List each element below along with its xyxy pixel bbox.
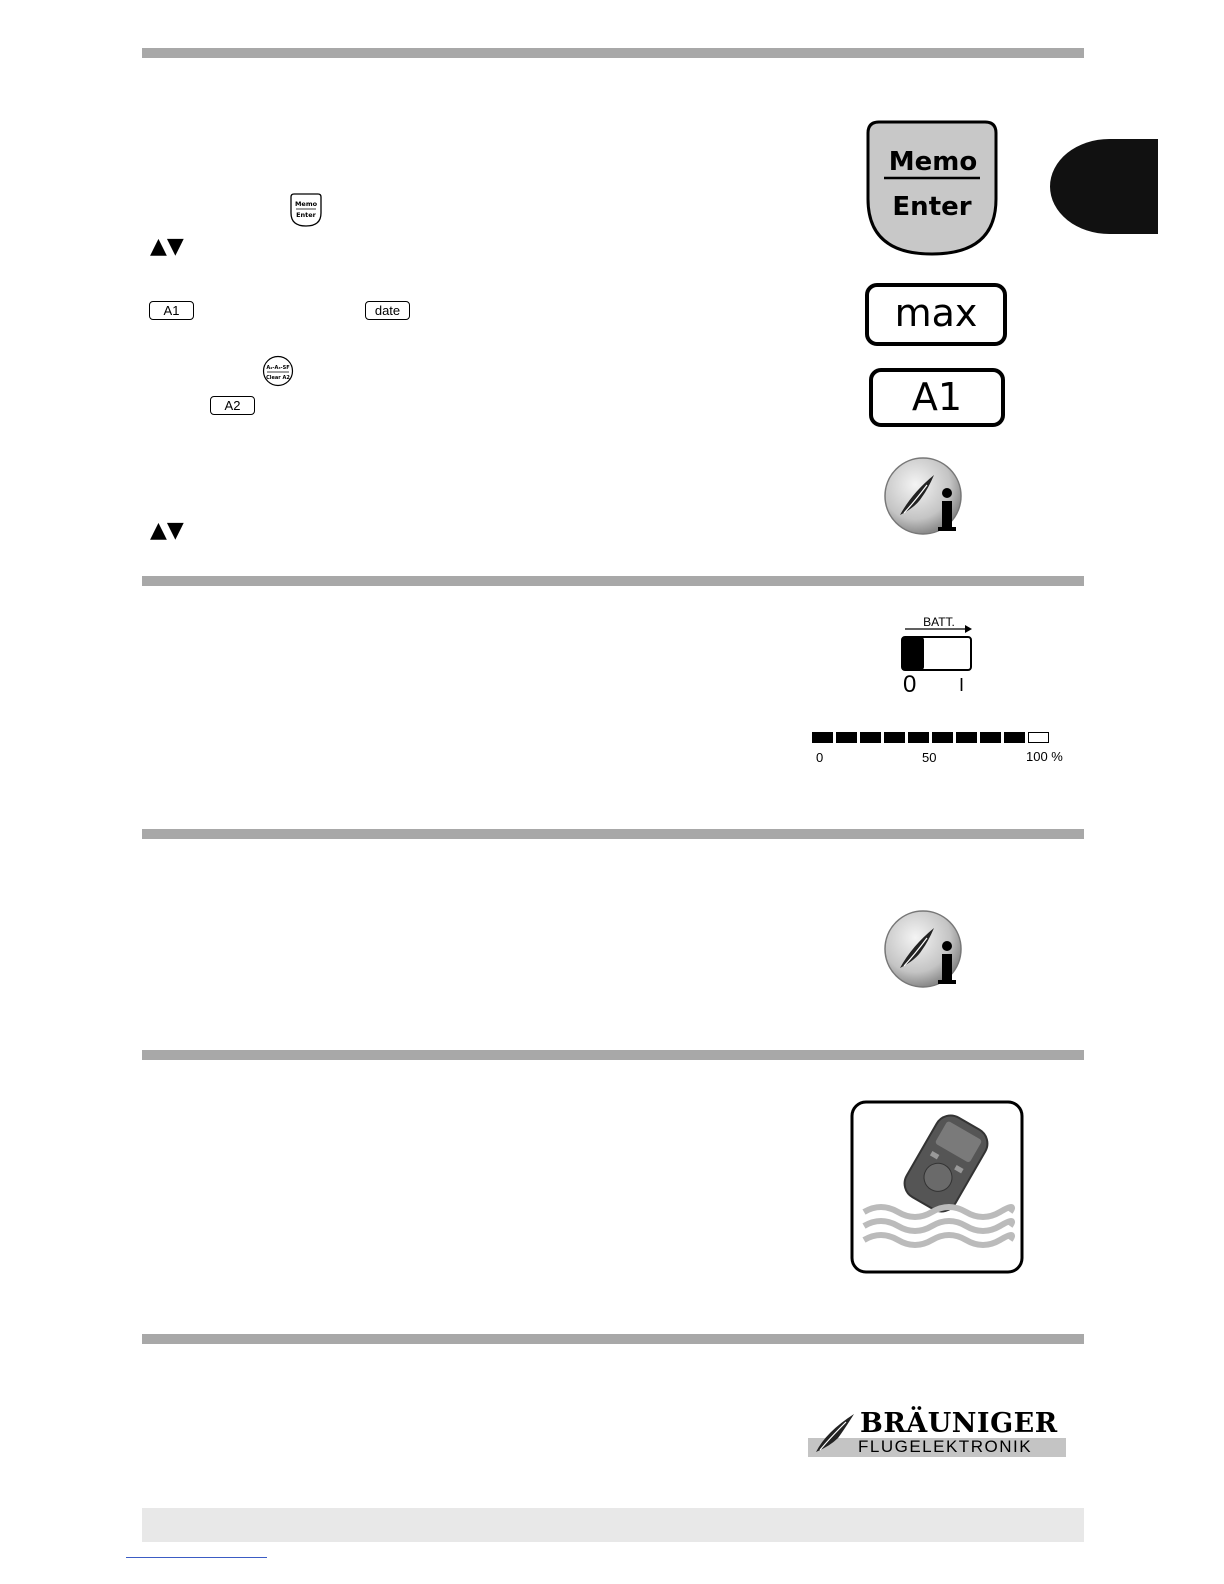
section-divider [142,829,1084,839]
enter-label: Enter [892,192,972,222]
memo-enter-key-illustration [864,119,1002,259]
clear-small-bottom-label: Clear A2 [266,375,290,381]
memo-label: Memo [888,147,978,177]
feather-info-icon [882,455,968,541]
battery-on-label: I [959,675,965,695]
batt-label: BATT. [923,615,955,629]
section-divider [142,576,1084,586]
memo-enter-small-key [289,193,322,226]
battery-segment-filled [837,733,857,743]
a1-key-illustration: A1 [869,368,1005,427]
battery-segment-filled [957,733,977,743]
footer-link-underline [126,1557,267,1558]
logo-title: BRÄUNIGER [860,1408,1058,1439]
battery-scale-0: 0 [816,750,824,765]
feather-info-icon [882,908,968,994]
a1-small-key: A1 [149,301,194,320]
clear-small-top-label: A₂-A₃-SF [266,365,290,371]
battery-segment-empty [1029,733,1049,743]
battery-segment-filled [933,733,953,743]
section-divider [142,1050,1084,1060]
battery-scale-100: 100 % [1026,749,1063,764]
section-tab-marker [1050,139,1158,234]
battery-off-label: 0 [903,671,917,698]
battery-segment-filled [885,733,905,743]
battery-segment-filled [813,733,833,743]
battery-segment-filled [861,733,881,743]
battery-segment-filled [909,733,929,743]
up-down-arrows: ▲▼ [150,518,184,543]
a2-small-key: A2 [210,396,255,415]
battery-scale-50: 50 [922,750,937,765]
section-divider [142,1334,1084,1344]
section-divider [142,48,1084,58]
memo-small-label: Memo [294,200,318,208]
date-small-key: date [365,301,410,320]
up-down-arrows: ▲▼ [150,234,184,259]
logo-subtitle: FLUGELEKTRONIK [858,1437,1033,1456]
feather-logo-icon [812,1410,858,1456]
footer-band [142,1508,1084,1542]
battery-segment-filled [981,733,1001,743]
enter-small-label: Enter [296,211,316,219]
battery-level-bar [812,730,1054,744]
max-key-illustration: max [865,283,1007,346]
device-in-water-icon [850,1100,1024,1274]
battery-segment-filled [1005,733,1025,743]
clear-small-key [262,355,293,386]
